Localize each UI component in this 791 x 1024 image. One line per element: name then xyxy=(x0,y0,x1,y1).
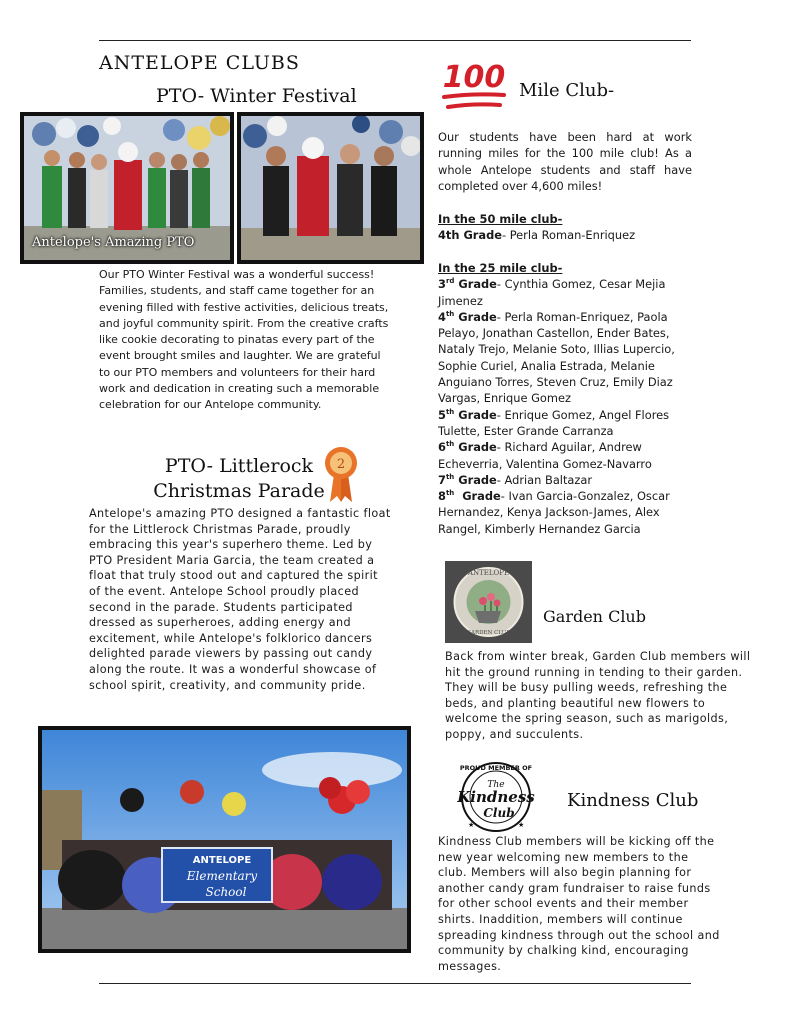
hundred-number: 100 xyxy=(442,60,506,95)
club-50-heading: In the 50 mile club- xyxy=(438,212,563,226)
kindness-club-body: Kindness Club members will be kicking off the new year welcoming new members to the club. Members will also begin planning for another candy gram fundraiser to raise funds for other school events and their member shirts. Inaddition, members will continue spreading kindness through out the school and community by chalking kind, encouraging messages. xyxy=(438,835,720,973)
parade-title xyxy=(144,454,334,504)
club-25-entry-4th: 4th Grade- Perla Roman-Enriquez, Paola Pelayo, Jonathan Castellon, Ender Bates, Nataly Trejo, Melanie Soto, Illias Lupercio, Sophie Curiel, Analia Estrada, Melanie Anguiano Torres, Steven Cruz, Emily Diaz Vargas, Enrique Gomez xyxy=(438,309,675,406)
club-25-entry-3rd: 3rd Grade- Cynthia Gomez, Cesar Mejia Jimenez xyxy=(438,277,666,308)
club-25-entry-6th: 6th Grade- Richard Aguilar, Andrew Echeverria, Valentina Gomez-Navarro xyxy=(438,440,652,471)
garden-club-body: Back from winter break, Garden Club members will hit the ground running in tending to their garden. They will be busy pulling weeds, refreshing the beds, and planting beautiful new flowers to welcome the spring season, such as marigolds, poppy, and succulents. xyxy=(445,650,751,741)
mile-club-intro: Our students have been hard at work running miles for the 100 mile club! As a whole Antelope students and staff have completed over 4,600 miles! xyxy=(438,130,692,193)
banner-line3: School xyxy=(205,885,247,899)
photo-caption: Antelope's Amazing PTO xyxy=(32,235,195,250)
club-50-entry: 4th Grade- Perla Roman-Enriquez xyxy=(438,228,636,243)
hundred-emoji-icon xyxy=(438,55,512,119)
parade-title-line2: Christmas Parade xyxy=(153,480,325,502)
kindness-logo-top: PROUD MEMBER OF xyxy=(459,764,533,772)
parade-photo xyxy=(38,726,411,953)
parade-group-image xyxy=(42,730,407,949)
winter-festival-title: PTO- Winter Festival xyxy=(156,85,357,107)
second-place-ribbon-icon xyxy=(324,446,358,504)
winter-festival-body: Our PTO Winter Festival was a wonderful success! Families, students, and staff came together for an evening filled with festive activities, delicious treats, and joyful community spirit. From the creative crafts like cookie decorating to pinatas every part of the event brought smiles and laughter. We are grateful to our PTO members and volunteers for their hard work and dedication in creating such a memorable celebration for our Antelope community. xyxy=(99,268,389,412)
page-title: ANTELOPE CLUBS xyxy=(99,52,300,74)
kindness-club-logo xyxy=(444,757,548,839)
club-25-section xyxy=(438,260,692,537)
garden-club-logo xyxy=(445,561,532,643)
parade-title-line1: PTO- Littlerock xyxy=(164,455,314,477)
club-50-section xyxy=(438,211,692,244)
banner-line2: Elementary xyxy=(186,869,258,883)
club-25-heading: In the 25 mile club- xyxy=(438,261,563,275)
kindness-club-title: Kindness Club xyxy=(567,790,699,811)
santa-group-image xyxy=(241,116,420,260)
kindness-logo-kindness: Kindness xyxy=(457,788,535,806)
svg-text:★: ★ xyxy=(468,821,475,829)
kindness-logo-the: The xyxy=(487,780,505,790)
mile-club-title: Mile Club- xyxy=(519,80,615,101)
parade-body: Antelope's amazing PTO designed a fantastic float for the Littlerock Christmas Parade, proudly embracing this year's superhero theme. Led by PTO President Maria Garcia, the team created a float that truly stood out and captured the spirit of the event. Antelope School proudly placed second in the parade. Students participated dressed as superheroes, adding energy and excitement, while Antelope's folklorico dancers delighted parade viewers by passing out candy along the route. It was a wonderful showcase of school spirit, creativity, and community pride. xyxy=(89,507,391,692)
winter-festival-photo-1 xyxy=(20,112,234,264)
ribbon-number: 2 xyxy=(336,457,346,472)
club-25-entry-8th: 8th Grade- Ivan Garcia-Gonzalez, Oscar Hernandez, Kenya Jackson-James, Alex Rangel, Kimberly Hernandez Garcia xyxy=(438,489,670,536)
bottom-divider xyxy=(99,983,691,984)
svg-text:★: ★ xyxy=(518,821,525,829)
garden-logo-top: ANTELOPE xyxy=(467,569,510,577)
club-25-entry-7th: 7th Grade- Adrian Baltazar xyxy=(438,472,593,487)
club-25-entry-5th: 5th Grade- Enrique Gomez, Angel Flores Tulette, Ester Grande Carranza xyxy=(438,407,670,438)
garden-club-title: Garden Club xyxy=(543,607,646,626)
top-divider xyxy=(99,40,691,41)
banner-line1: ANTELOPE xyxy=(192,855,252,866)
winter-festival-photo-2 xyxy=(237,112,424,264)
kindness-logo-club: Club xyxy=(483,806,515,820)
garden-logo-bottom: GARDEN CLUB xyxy=(466,630,511,636)
